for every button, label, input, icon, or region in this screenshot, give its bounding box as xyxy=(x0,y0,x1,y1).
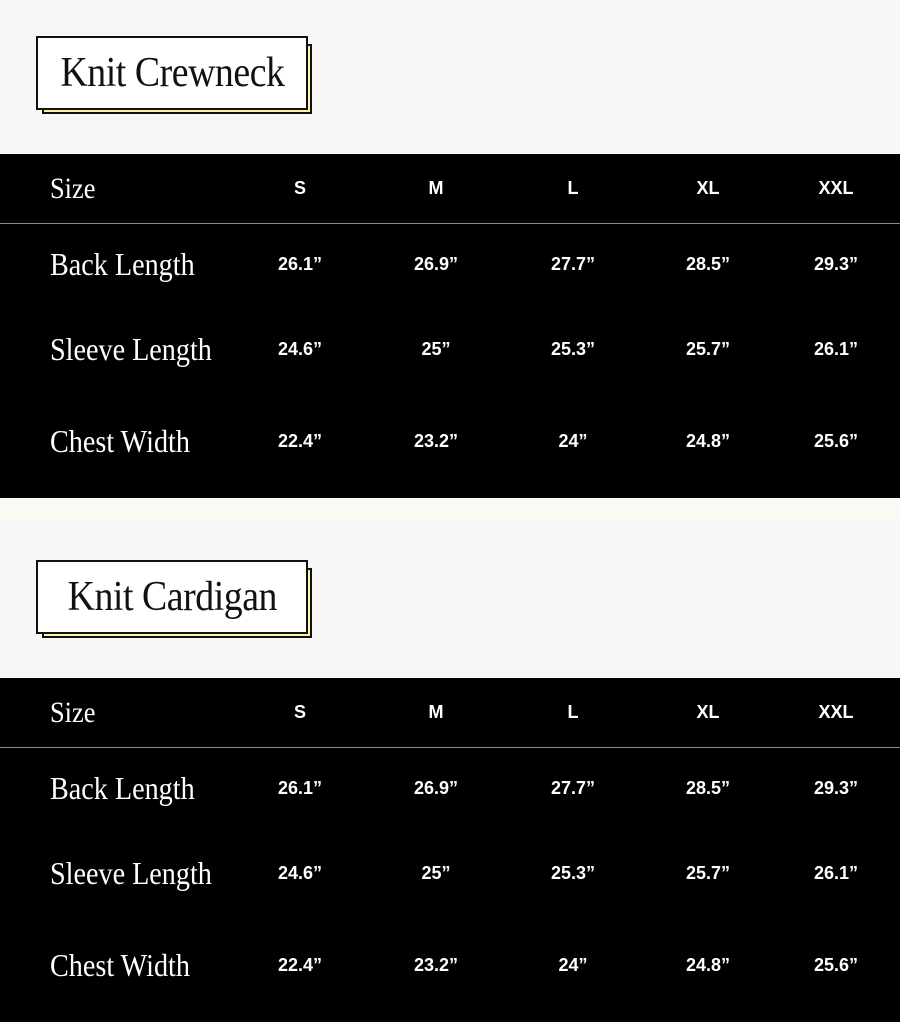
measurement-cell: 28.5” xyxy=(685,777,731,798)
table-row xyxy=(0,401,900,481)
row-label: Chest Width xyxy=(50,422,190,459)
measurement-cell: 26.1” xyxy=(277,253,323,274)
measurement-cell: 25” xyxy=(421,862,451,883)
size-column-header: S xyxy=(293,178,306,198)
chart-title-badge xyxy=(36,560,316,642)
measurement-cell: 22.4” xyxy=(277,954,323,975)
size-column-header: XL xyxy=(696,702,720,722)
header-label: Size xyxy=(50,171,96,205)
size-column-header: XXL xyxy=(818,702,854,722)
size-column-header: XXL xyxy=(818,178,854,198)
measurement-cell: 24.6” xyxy=(277,338,323,359)
measurement-cell: 24” xyxy=(558,954,588,975)
size-column-header: S xyxy=(293,702,306,722)
size-column-header: XL xyxy=(696,178,720,198)
row-label: Back Length xyxy=(50,245,195,282)
measurement-cell: 27.7” xyxy=(550,253,596,274)
size-table xyxy=(0,154,900,498)
size-table xyxy=(0,678,900,1022)
measurement-cell: 25.6” xyxy=(813,430,859,451)
table-header-row xyxy=(0,154,900,224)
measurement-cell: 26.9” xyxy=(413,777,459,798)
size-column-header: L xyxy=(567,702,579,722)
size-column-header: L xyxy=(567,178,579,198)
measurement-cell: 28.5” xyxy=(685,253,731,274)
section-divider xyxy=(0,498,900,520)
title-badge-box xyxy=(36,560,308,634)
measurement-cell: 25” xyxy=(421,338,451,359)
table-row xyxy=(0,925,900,1005)
row-label: Sleeve Length xyxy=(50,330,212,367)
chart-title: Knit Cardigan xyxy=(67,574,277,620)
chart-title-badge xyxy=(36,36,316,118)
measurement-cell: 26.1” xyxy=(813,338,859,359)
row-label: Chest Width xyxy=(50,946,190,983)
row-label: Back Length xyxy=(50,769,195,806)
size-column-header: M xyxy=(428,702,444,722)
measurement-cell: 29.3” xyxy=(813,253,859,274)
measurement-cell: 25.7” xyxy=(685,862,731,883)
table-row xyxy=(0,748,900,828)
measurement-cell: 24.8” xyxy=(685,430,731,451)
measurement-cell: 26.1” xyxy=(277,777,323,798)
row-label: Sleeve Length xyxy=(50,854,212,891)
table-header-row xyxy=(0,678,900,748)
title-badge-box xyxy=(36,36,308,110)
chart-title: Knit Crewneck xyxy=(59,50,285,96)
measurement-cell: 25.3” xyxy=(550,862,596,883)
measurement-cell: 24.6” xyxy=(277,862,323,883)
measurement-cell: 24.8” xyxy=(685,954,731,975)
measurement-cell: 26.9” xyxy=(413,253,459,274)
header-label: Size xyxy=(50,695,96,729)
measurement-cell: 26.1” xyxy=(813,862,859,883)
measurement-cell: 24” xyxy=(558,430,588,451)
table-row xyxy=(0,309,900,389)
size-column-header: M xyxy=(428,178,444,198)
measurement-cell: 25.7” xyxy=(685,338,731,359)
measurement-cell: 23.2” xyxy=(413,430,459,451)
measurement-cell: 29.3” xyxy=(813,777,859,798)
table-row xyxy=(0,224,900,304)
measurement-cell: 23.2” xyxy=(413,954,459,975)
measurement-cell: 25.6” xyxy=(813,954,859,975)
table-row xyxy=(0,833,900,913)
measurement-cell: 22.4” xyxy=(277,430,323,451)
measurement-cell: 27.7” xyxy=(550,777,596,798)
measurement-cell: 25.3” xyxy=(550,338,596,359)
